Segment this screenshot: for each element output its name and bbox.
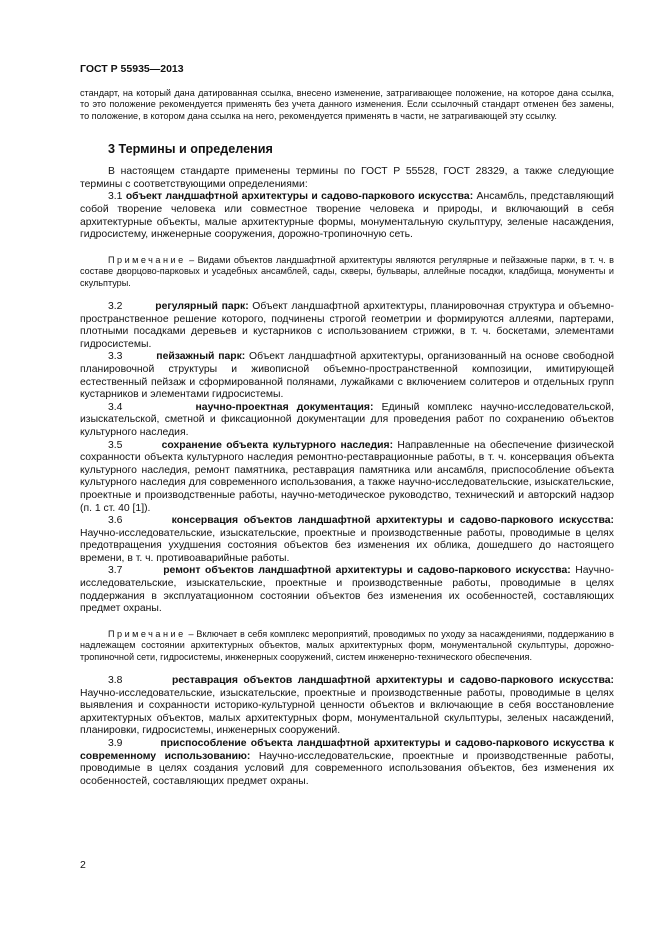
document-header: ГОСТ Р 55935—2013 [80,63,184,75]
term-definition: Научно-исследовательские, изыскательские, проектные и производственные работы, проводимые в целях выявления и сохранности историко-культурной ценности объектов и включающие в себя восстановление архитектурных объектов, малых архитектурных форм, монументальной скульптуры, зеленых насаждений, планировки, гидросистемы, инженерных сооружений. [80,687,614,737]
term-name: приспособление объекта ландшафтной архитектуры и садово-паркового искусства к современному использованию: [80,738,615,762]
term-definition: Научно-исследовательские, изыскательские, проектные и производственные работы, проводимые в целях предотвращения ухудшения состояния объектов без изменения их облика, дошедшего до настоящего времени, в т. ч. противоаварийные работы. [80,527,614,564]
note-text: Видами объектов ландшафтной архитектуры являются регулярные и пейзажные парки, в т. ч. в составе дворцово-парковых и усадебных ансамблей, сады, скверы, бульвары, аллейные посадки, кладбища, монументы и скульптуры. [80,254,614,288]
term-number: 3.1 [108,191,123,203]
note-dash: – [185,628,197,639]
term-number: 3.9 [108,738,123,750]
term-3-3 [80,351,614,401]
term-definition: Единый комплекс научно-исследовательской, изыскательской, сметной и фиксационной документации для проведения работ по сохранению объектов культурного наследия. [80,401,614,438]
note-2 [80,629,614,663]
term-number: 3.7 [108,565,123,577]
term-name: регулярный парк: [155,301,249,312]
page-number: 2 [80,859,86,871]
term-number: 3.3 [108,351,123,363]
term-number: 3.6 [108,515,123,527]
term-3-2 [80,301,614,351]
term-name: реставрация объектов ландшафтной архитектуры и садово-паркового искусства: [171,675,614,687]
term-3-9 [80,738,614,788]
term-3-8 [80,675,614,738]
term-name: консервация объектов ландшафтной архитектуры и садово-паркового искусства: [171,515,614,527]
term-definition: Объект ландшафтной архитектуры, организованный на основе свободной планировочной структуры и живописной объемно-пространственной композиции, имитирующей естественный пейзаж и сформированной полянами, лужайками с включением солитеров и отдельных групп кустарников и элементами гидросистемы. [80,351,614,401]
term-3-5 [80,440,614,516]
term-number: 3.4 [108,401,123,413]
note-dash: – [185,254,198,265]
section-lead: В настоящем стандарте применены термины по ГОСТ Р 55528, ГОСТ 28329, а также следующие термины с соответствующими определениями: [80,166,614,190]
term-definition: Ансамбль, представляющий собой творение человека или совместное творение человека и природы, и включающий в себя архитектурные объекты, малые архитектурные формы, монументальную скульптуру, зеленые насаждения, гидросистему, инженерные сооружения, дорожно-тропиночную сеть. [80,191,614,241]
term-definition: Научно-исследовательские, изыскательские, проектные и производственные работы, проводимые в целях поддержания в эксплуатационном состоянии объектов без изменения их особенностей, составляющих предмет охраны. [80,565,614,615]
term-3-7 [80,565,614,615]
term-name: ремонт объектов ландшафтной архитектуры и садово-паркового искусства: [163,565,571,577]
term-number: 3.8 [108,675,123,687]
term-name: сохранение объекта культурного наследия: [161,439,394,451]
term-definition: Научно-исследовательские, проектные и производственные работы, проводимые в целях создания условий для современного использования объектов, без изменения их особенностей, составляющих предмет охраны. [80,750,615,787]
term-name: пейзажный парк: [156,351,246,363]
term-3-1 [80,191,614,241]
note-text: Включает в себя комплекс мероприятий, проводимых по уходу за насаждениями, поддержанию в надлежащем состоянии архитектурных объектов, малых архитектурных форм, монументальной скульптуры, дорожно-тропиночной сети, гидросистемы, инженерных сооружений, систем инженерно-технического обеспечения. [80,628,614,662]
term-name: научно-проектная документация: [195,401,374,413]
term-definition: Объект ландшафтной архитектуры, планировочная структура и объемно-пространственное решение которого, подчинены строгой геометрии и формируются аллеями, партерами, плотными посадками деревьев и кустарников с использованием стрижки, в т. ч. боскетами, элементами гидросистемы. [80,301,614,350]
term-3-6 [80,515,614,565]
note-label: Примечание [108,254,186,265]
section-title: 3 Термины и определения [108,142,273,157]
term-number: 3.2 [108,301,123,312]
term-name: объект ландшафтной архитектуры и садово-паркового искусства: [125,191,474,203]
intro-paragraph: стандарт, на который дана датированная ссылка, внесено изменение, затрагивающее положение, на которое дана ссылка, то это положение рекомендуется применять без учета данного изменения. Если ссылочный стандарт отменен без замены, то положение, в котором дана ссылка на него, рекомендуется применять в части, не затрагивающей эту ссылку. [80,88,614,121]
note-1 [80,255,614,289]
term-number: 3.5 [108,439,123,451]
document-body [80,88,614,788]
term-definition: Направленные на обеспечение физической сохранности объекта культурного наследия ремонтно-реставрационные работы, в т. ч. консервация объекта культурного наследия, ремонт памятника, реставрация памятника или ансамбля, приспособление объекта культурного наследия для современного использования, а также научно-исследовательские, изыскательские, проектные и производственные работы, научно-методическое руководство, технический и авторский надзор (п. 1 ст. 40 [1]). [80,439,615,514]
term-3-4 [80,402,614,440]
note-label: Примечание [108,628,186,639]
